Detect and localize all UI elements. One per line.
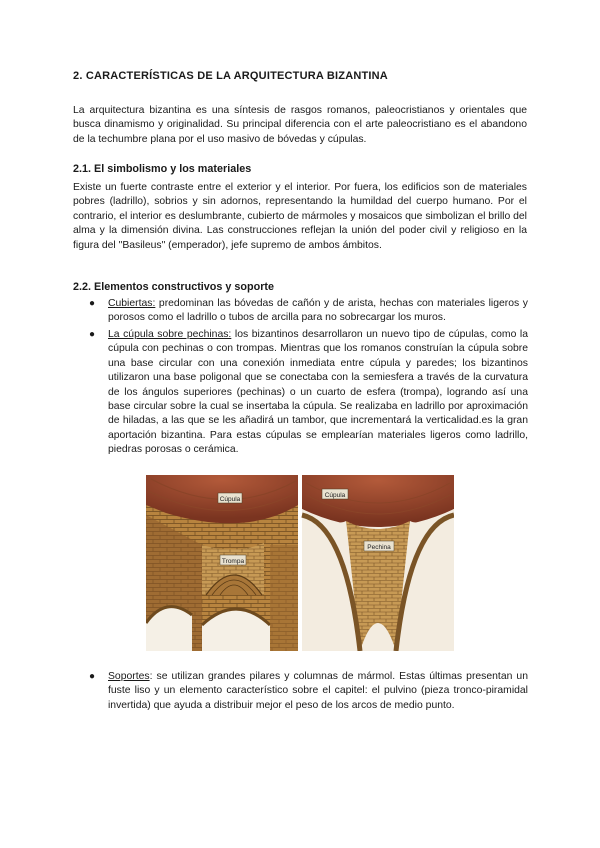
bullet-text: predominan las bóvedas de cañón y de arista, hechas con materiales ligeros y porosos como el ladrillo o tubos de arcilla para no sobrecargar los muros. [108, 298, 528, 324]
bullet-icon: ● [89, 298, 96, 309]
dome-illustration [146, 475, 454, 651]
list-item-soportes [90, 670, 528, 713]
bullet-text: : se utilizan grandes pilares y columnas de mármol. Estas últimas presentan un fuste liso y un elemento característico sobre el capitel: el pulvino (pieza tronco-piramidal invertida) que ayuda a distribuir mejor el peso de los arcos de medio punto. [108, 671, 528, 711]
label-cupula-right: Cúpula [324, 492, 346, 499]
bullet-lead: La cúpula sobre pechinas: [108, 329, 232, 340]
label-cupula-left: Cúpula [219, 496, 241, 503]
pechina-panel [302, 475, 454, 651]
bullet-text: los bizantinos desarrollaron un nuevo tipo de cúpulas, como la cúpula con pechinas o con trompas. Mientras que los romanos construían la cúpula sobre una base circular con una conexión inmediata entre cúpula y paredes; los bizantinos utilizaron una base poligonal que se conectaba con la semiesfera a través de la curvatura de los ángulos superiores (pechinas) o un cuarto de esfera (trompa), logrando así una base circular sobre la cual se insertaba la cúpula. Se realizaba en ladrillo por aproximación de hiladas, a las que se les añadirá un tambor, que incrementará la verticalidad.es la gran aportación bizantina. Para estas cúpulas se emplearían materiales ligeros como ladrillo, piedras porosas o cerámica. [108, 329, 528, 456]
bullet-lead: Soportes [108, 671, 150, 682]
subsection-title-symbolism: 2.1. El simbolismo y los materiales [73, 163, 252, 175]
symbolism-paragraph: Existe un fuerte contraste entre el exterior y el interior. Por fuera, los edificios son de materiales pobres (ladrillo), sobrios y sin adornos, representando la humildad del cuerpo humano. Por el contrario, el interior es deslumbrante, cubierto de mármoles y mosaicos que simbolizan el brillo del alma y la dimensión divina. Las construcciones reflejan la unión del poder civil y religioso en la figura del "Basileus" (emperador), jefe supremo de ambos ámbitos. [73, 182, 527, 251]
list-item-cupula [90, 328, 528, 458]
list-item-cubiertas [90, 297, 528, 326]
intro-paragraph: La arquitectura bizantina es una síntesis de rasgos romanos, paleocristianos y orientales que busca dinamismo y originalidad. Su principal diferencia con el arte paleocristiano es el abandono de la techumbre plana por el uso masivo de bóvedas y cúpulas. [73, 105, 527, 145]
section-title: 2. CARACTERÍSTICAS DE LA ARQUITECTURA BIZANTINA [73, 70, 388, 82]
bullet-lead: Cubiertas: [108, 298, 156, 309]
bullet-icon: ● [89, 329, 96, 340]
trompa-panel [146, 475, 298, 651]
label-pechina: Pechina [367, 544, 391, 551]
bullet-icon: ● [89, 671, 96, 682]
subsection-title-elements: 2.2. Elementos constructivos y soporte [73, 281, 275, 293]
label-trompa: Trompa [221, 558, 245, 565]
